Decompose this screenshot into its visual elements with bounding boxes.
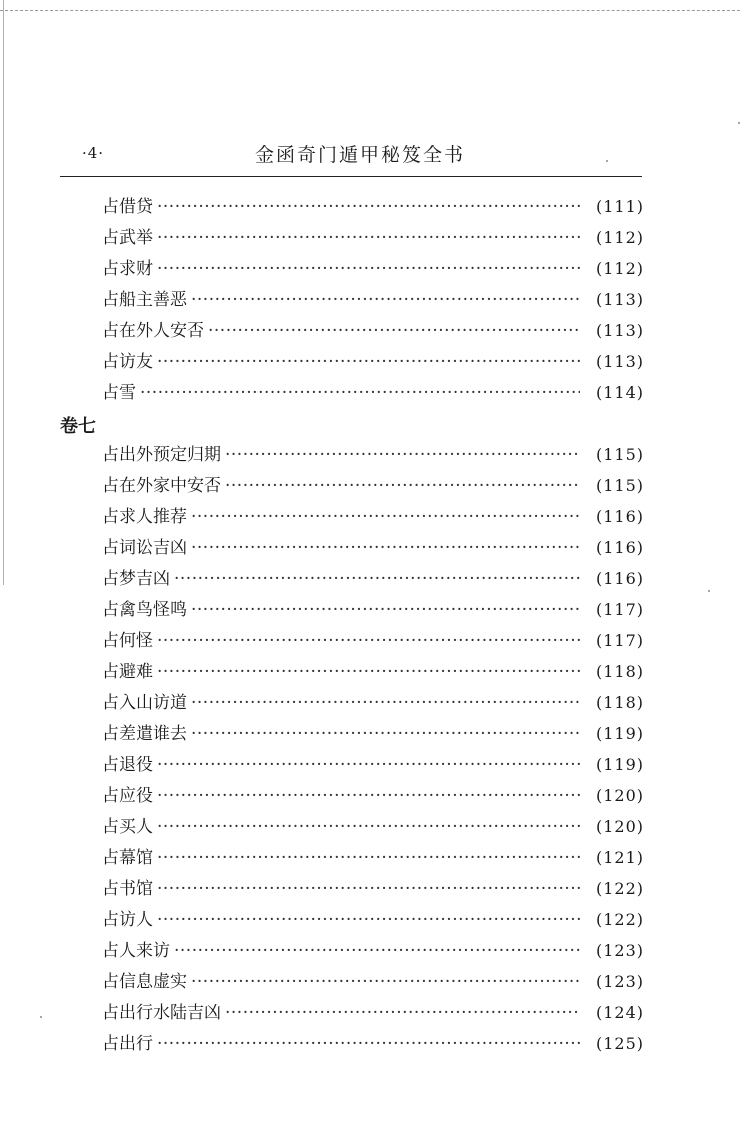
toc-entry-title: 占何怪: [102, 631, 153, 651]
toc-entry-page: (122): [595, 910, 644, 929]
toc-entry-title: 占出行水陆吉凶: [102, 1003, 221, 1023]
dot-leader: [157, 879, 580, 899]
toc-entry: [60, 750, 644, 781]
toc-entry-page: (119): [595, 724, 644, 743]
dot-leader: [191, 538, 580, 558]
toc-entry-page: (122): [595, 879, 644, 898]
toc-entry: [60, 440, 644, 471]
toc-entry-title: 占退役: [102, 755, 153, 775]
dot-leader: [157, 259, 580, 279]
toc-entry-title: 占求人推荐: [102, 507, 187, 527]
toc-entry-page: (115): [595, 445, 644, 464]
toc-entry-page: (113): [595, 290, 644, 309]
toc-entry: [60, 688, 644, 719]
page-number: ·4·: [82, 144, 105, 162]
dot-leader: [157, 197, 580, 217]
volume-heading: 卷七: [60, 415, 96, 437]
toc-entry-title: 占借贷: [102, 197, 153, 217]
toc-entry-title: 占出外预定归期: [102, 445, 221, 465]
toc-entry-title: 占差遣谁去: [102, 724, 187, 744]
toc-entry-title: 占武举: [102, 228, 153, 248]
dot-leader: [157, 817, 580, 837]
dot-leader: [225, 476, 580, 496]
running-header: [60, 138, 640, 172]
scan-speck: [738, 122, 740, 124]
toc-entry-page: (118): [595, 662, 644, 681]
dot-leader: [191, 600, 580, 620]
toc-entry: [60, 378, 644, 409]
toc-entry-page: (125): [595, 1034, 644, 1053]
toc-entry: [60, 533, 644, 564]
toc-entry: [60, 626, 644, 657]
toc-entry: [60, 223, 644, 254]
toc-entry-title: 占书馆: [102, 879, 153, 899]
toc-entry: [60, 657, 644, 688]
scan-speck: [708, 590, 710, 592]
toc-entry: [60, 254, 644, 285]
toc-entry: [60, 564, 644, 595]
toc-entry-page: (119): [595, 755, 644, 774]
dot-leader: [157, 848, 580, 868]
header-rule: [60, 176, 642, 177]
dot-leader: [191, 693, 580, 713]
toc-entry-page: (114): [595, 383, 644, 402]
toc-entry-title: 占出行: [102, 1034, 153, 1054]
toc-entry-page: (121): [595, 848, 644, 867]
dot-leader: [191, 290, 580, 310]
toc-entry-title: 占梦吉凶: [102, 569, 170, 589]
scan-speck: [40, 1016, 42, 1018]
toc-entry-title: 占求财: [102, 259, 153, 279]
toc-entry: [60, 998, 644, 1029]
toc-entry-page: (124): [595, 1003, 644, 1022]
toc-entry-page: (117): [595, 600, 644, 619]
dot-leader: [157, 352, 580, 372]
dot-leader: [191, 507, 580, 527]
toc-entry-page: (112): [595, 228, 644, 247]
toc-entry-page: (116): [595, 507, 644, 526]
toc-entry: [60, 781, 644, 812]
scan-edge-left: [3, 0, 4, 585]
toc-entry: [60, 192, 644, 223]
toc-entry-title: 占访友: [102, 352, 153, 372]
toc-entry-title: 占在外家中安否: [102, 476, 221, 496]
dot-leader: [208, 321, 580, 341]
toc-entry-page: (115): [595, 476, 644, 495]
toc-entry: [60, 347, 644, 378]
toc-entry: [60, 595, 644, 626]
toc-entry-page: (113): [595, 352, 644, 371]
toc-entry: [60, 471, 644, 502]
toc-entry: [60, 719, 644, 750]
toc-entry: [60, 285, 644, 316]
toc-entry-title: 占禽鸟怪鸣: [102, 600, 187, 620]
toc-entry: [60, 936, 644, 967]
dot-leader: [157, 755, 580, 775]
toc-entry: [60, 967, 644, 998]
toc-entry: [60, 502, 644, 533]
dot-leader: [174, 941, 580, 961]
toc-entry-title: 占买人: [102, 817, 153, 837]
toc-entry: [60, 843, 644, 874]
dot-leader: [140, 383, 580, 403]
dot-leader: [157, 1034, 580, 1054]
toc-entry-page: (116): [595, 569, 644, 588]
dot-leader: [191, 972, 580, 992]
toc-entry: [60, 1029, 644, 1060]
dot-leader: [191, 724, 580, 744]
toc-entry-page: (113): [595, 321, 644, 340]
toc-entry-page: (118): [595, 693, 644, 712]
toc-entry-title: 占雪: [102, 383, 136, 403]
toc-entry-page: (123): [595, 941, 644, 960]
toc-entry-page: (117): [595, 631, 644, 650]
dot-leader: [157, 786, 580, 806]
dot-leader: [225, 1003, 580, 1023]
scan-speck: [606, 160, 608, 162]
toc-entry-page: (116): [595, 538, 644, 557]
toc-entry-title: 占人来访: [102, 941, 170, 961]
toc-entry: [60, 874, 644, 905]
toc-entry-title: 占访人: [102, 910, 153, 930]
toc-entry-title: 占应役: [102, 786, 153, 806]
toc-entry: [60, 812, 644, 843]
toc-entry-page: (111): [595, 197, 644, 216]
dot-leader: [157, 631, 580, 651]
toc-entry-title: 占词讼吉凶: [102, 538, 187, 558]
toc-entry: [60, 316, 644, 347]
toc-entry-title: 占船主善恶: [102, 290, 187, 310]
toc-entry-page: (120): [595, 817, 644, 836]
toc-entry-title: 占信息虚实: [102, 972, 187, 992]
toc-entry-page: (112): [595, 259, 644, 278]
dot-leader: [157, 662, 580, 682]
toc-entry-title: 占幕馆: [102, 848, 153, 868]
toc-entry: [60, 905, 644, 936]
toc-entry-page: (120): [595, 786, 644, 805]
toc-entry-title: 占入山访道: [102, 693, 187, 713]
toc-entry-title: 占在外人安否: [102, 321, 204, 341]
table-of-contents: [60, 192, 644, 1060]
toc-entry-title: 占避难: [102, 662, 153, 682]
dot-leader: [157, 228, 580, 248]
dot-leader: [157, 910, 580, 930]
toc-entry-page: (123): [595, 972, 644, 991]
book-title: 金函奇门遁甲秘笈全书: [254, 144, 465, 166]
dot-leader: [174, 569, 580, 589]
scan-edge-top: [0, 10, 740, 11]
dot-leader: [225, 445, 580, 465]
